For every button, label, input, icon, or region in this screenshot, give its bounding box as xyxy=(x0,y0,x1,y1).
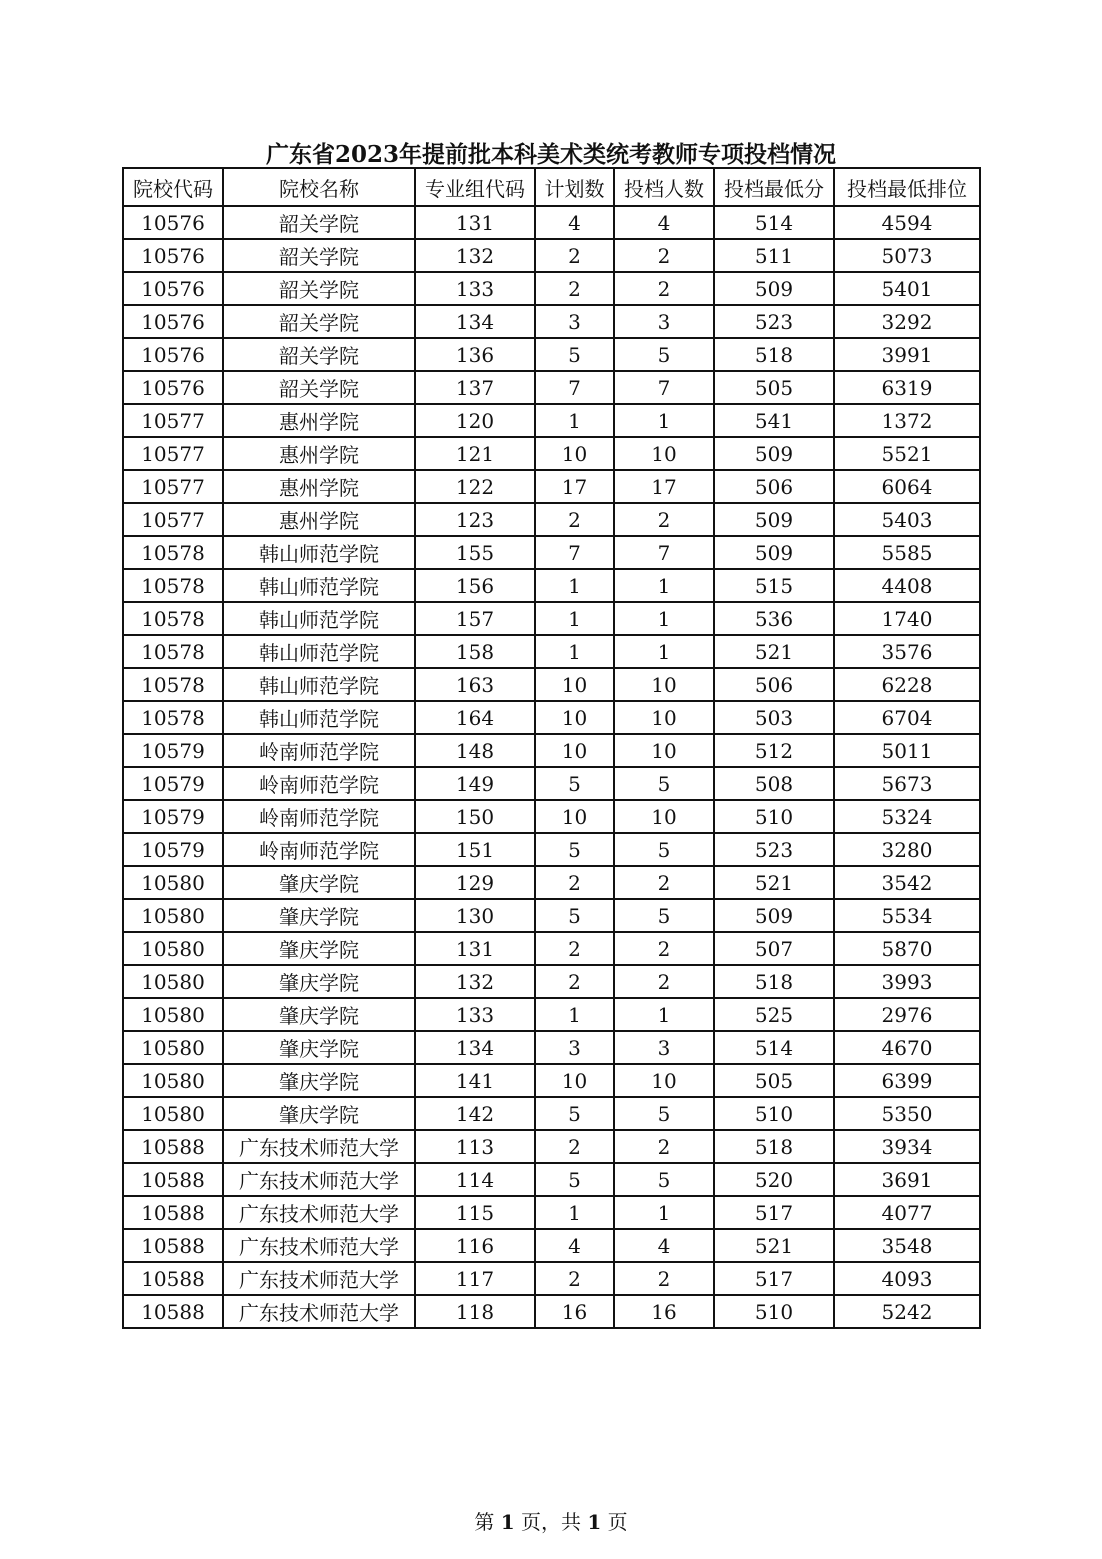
cell-school-code: 10588 xyxy=(123,1163,223,1196)
cell-group-code: 155 xyxy=(415,536,535,569)
header-admitted-count: 投档人数 xyxy=(614,168,714,206)
cell-min-score: 541 xyxy=(714,404,834,437)
cell-school-code: 10576 xyxy=(123,305,223,338)
cell-school-code: 10578 xyxy=(123,701,223,734)
table-row xyxy=(123,470,980,503)
table-row xyxy=(123,668,980,701)
cell-plan-count: 1 xyxy=(535,635,614,668)
cell-group-code: 134 xyxy=(415,1031,535,1064)
cell-min-rank: 5521 xyxy=(834,437,980,470)
cell-admitted-count: 5 xyxy=(614,338,714,371)
cell-school-name: 肇庆学院 xyxy=(223,1064,415,1097)
cell-min-rank: 3993 xyxy=(834,965,980,998)
cell-min-score: 508 xyxy=(714,767,834,800)
cell-admitted-count: 2 xyxy=(614,1262,714,1295)
cell-school-name: 广东技术师范大学 xyxy=(223,1163,415,1196)
cell-school-name: 韩山师范学院 xyxy=(223,602,415,635)
cell-plan-count: 16 xyxy=(535,1295,614,1328)
table-row xyxy=(123,536,980,569)
admission-table xyxy=(122,167,981,1329)
cell-admitted-count: 10 xyxy=(614,437,714,470)
cell-min-rank: 3991 xyxy=(834,338,980,371)
cell-min-score: 505 xyxy=(714,1064,834,1097)
cell-group-code: 133 xyxy=(415,272,535,305)
cell-plan-count: 4 xyxy=(535,206,614,239)
cell-school-code: 10577 xyxy=(123,503,223,536)
cell-school-code: 10580 xyxy=(123,932,223,965)
cell-plan-count: 5 xyxy=(535,1097,614,1130)
cell-school-code: 10576 xyxy=(123,338,223,371)
table-row xyxy=(123,1064,980,1097)
table-row xyxy=(123,866,980,899)
cell-admitted-count: 5 xyxy=(614,1097,714,1130)
cell-plan-count: 10 xyxy=(535,734,614,767)
cell-min-score: 510 xyxy=(714,1295,834,1328)
cell-min-score: 523 xyxy=(714,305,834,338)
cell-school-code: 10580 xyxy=(123,866,223,899)
cell-min-rank: 6228 xyxy=(834,668,980,701)
cell-school-code: 10576 xyxy=(123,206,223,239)
table-body xyxy=(123,206,980,1328)
cell-school-name: 广东技术师范大学 xyxy=(223,1262,415,1295)
cell-school-name: 韶关学院 xyxy=(223,338,415,371)
cell-group-code: 113 xyxy=(415,1130,535,1163)
footer-page-number: 1 xyxy=(500,1510,515,1534)
cell-min-score: 506 xyxy=(714,470,834,503)
table-row xyxy=(123,965,980,998)
cell-min-score: 503 xyxy=(714,701,834,734)
cell-admitted-count: 10 xyxy=(614,800,714,833)
cell-school-name: 韶关学院 xyxy=(223,239,415,272)
cell-min-score: 514 xyxy=(714,1031,834,1064)
cell-min-rank: 5242 xyxy=(834,1295,980,1328)
cell-admitted-count: 1 xyxy=(614,602,714,635)
cell-school-name: 韩山师范学院 xyxy=(223,569,415,602)
cell-group-code: 136 xyxy=(415,338,535,371)
cell-admitted-count: 2 xyxy=(614,272,714,305)
table-row xyxy=(123,734,980,767)
cell-school-code: 10580 xyxy=(123,1097,223,1130)
cell-school-code: 10577 xyxy=(123,437,223,470)
cell-school-name: 肇庆学院 xyxy=(223,866,415,899)
cell-plan-count: 10 xyxy=(535,668,614,701)
cell-min-rank: 3934 xyxy=(834,1130,980,1163)
cell-school-code: 10576 xyxy=(123,239,223,272)
cell-school-name: 肇庆学院 xyxy=(223,932,415,965)
cell-plan-count: 1 xyxy=(535,998,614,1031)
cell-admitted-count: 1 xyxy=(614,1196,714,1229)
table-row xyxy=(123,1262,980,1295)
cell-school-code: 10578 xyxy=(123,569,223,602)
cell-group-code: 142 xyxy=(415,1097,535,1130)
cell-min-score: 536 xyxy=(714,602,834,635)
cell-min-rank: 6704 xyxy=(834,701,980,734)
cell-admitted-count: 5 xyxy=(614,1163,714,1196)
footer-post: 页 xyxy=(601,1510,628,1534)
cell-group-code: 122 xyxy=(415,470,535,503)
cell-min-score: 518 xyxy=(714,965,834,998)
cell-school-name: 韶关学院 xyxy=(223,305,415,338)
cell-min-rank: 4594 xyxy=(834,206,980,239)
table-row xyxy=(123,239,980,272)
table-row xyxy=(123,404,980,437)
cell-plan-count: 10 xyxy=(535,800,614,833)
cell-admitted-count: 7 xyxy=(614,371,714,404)
cell-admitted-count: 4 xyxy=(614,1229,714,1262)
cell-group-code: 118 xyxy=(415,1295,535,1328)
cell-plan-count: 5 xyxy=(535,1163,614,1196)
table-row xyxy=(123,998,980,1031)
cell-school-name: 岭南师范学院 xyxy=(223,833,415,866)
cell-plan-count: 2 xyxy=(535,866,614,899)
cell-group-code: 137 xyxy=(415,371,535,404)
cell-school-code: 10578 xyxy=(123,536,223,569)
cell-min-score: 510 xyxy=(714,1097,834,1130)
cell-admitted-count: 10 xyxy=(614,668,714,701)
cell-school-code: 10578 xyxy=(123,635,223,668)
cell-school-name: 韩山师范学院 xyxy=(223,536,415,569)
cell-school-name: 广东技术师范大学 xyxy=(223,1130,415,1163)
cell-admitted-count: 10 xyxy=(614,1064,714,1097)
cell-plan-count: 2 xyxy=(535,1262,614,1295)
cell-group-code: 149 xyxy=(415,767,535,800)
cell-school-name: 岭南师范学院 xyxy=(223,734,415,767)
cell-min-rank: 3691 xyxy=(834,1163,980,1196)
cell-plan-count: 2 xyxy=(535,932,614,965)
cell-school-name: 惠州学院 xyxy=(223,503,415,536)
cell-min-rank: 5870 xyxy=(834,932,980,965)
cell-school-code: 10588 xyxy=(123,1130,223,1163)
cell-min-score: 517 xyxy=(714,1196,834,1229)
cell-plan-count: 3 xyxy=(535,1031,614,1064)
cell-group-code: 131 xyxy=(415,206,535,239)
cell-plan-count: 2 xyxy=(535,965,614,998)
cell-school-code: 10580 xyxy=(123,899,223,932)
cell-admitted-count: 5 xyxy=(614,899,714,932)
table-row xyxy=(123,1130,980,1163)
cell-min-rank: 1740 xyxy=(834,602,980,635)
cell-group-code: 132 xyxy=(415,965,535,998)
cell-school-name: 岭南师范学院 xyxy=(223,767,415,800)
cell-min-score: 507 xyxy=(714,932,834,965)
footer-pre: 第 xyxy=(474,1510,501,1534)
cell-school-name: 广东技术师范大学 xyxy=(223,1196,415,1229)
cell-group-code: 121 xyxy=(415,437,535,470)
cell-school-name: 惠州学院 xyxy=(223,470,415,503)
table-row xyxy=(123,800,980,833)
cell-group-code: 114 xyxy=(415,1163,535,1196)
footer-mid: 页，共 xyxy=(514,1510,588,1534)
cell-plan-count: 7 xyxy=(535,371,614,404)
cell-admitted-count: 17 xyxy=(614,470,714,503)
cell-group-code: 116 xyxy=(415,1229,535,1262)
cell-school-code: 10579 xyxy=(123,800,223,833)
table-row xyxy=(123,1097,980,1130)
cell-school-name: 岭南师范学院 xyxy=(223,800,415,833)
cell-admitted-count: 10 xyxy=(614,734,714,767)
cell-min-score: 523 xyxy=(714,833,834,866)
cell-min-score: 505 xyxy=(714,371,834,404)
cell-min-rank: 5534 xyxy=(834,899,980,932)
cell-admitted-count: 2 xyxy=(614,503,714,536)
cell-admitted-count: 7 xyxy=(614,536,714,569)
cell-min-score: 509 xyxy=(714,503,834,536)
cell-school-name: 肇庆学院 xyxy=(223,899,415,932)
cell-min-rank: 2976 xyxy=(834,998,980,1031)
cell-school-code: 10577 xyxy=(123,470,223,503)
table-row xyxy=(123,338,980,371)
cell-min-score: 509 xyxy=(714,437,834,470)
table-row xyxy=(123,1163,980,1196)
cell-group-code: 131 xyxy=(415,932,535,965)
cell-admitted-count: 5 xyxy=(614,767,714,800)
cell-min-score: 521 xyxy=(714,635,834,668)
table-row xyxy=(123,371,980,404)
cell-school-code: 10578 xyxy=(123,668,223,701)
cell-admitted-count: 3 xyxy=(614,305,714,338)
table-row xyxy=(123,899,980,932)
cell-min-rank: 3280 xyxy=(834,833,980,866)
cell-plan-count: 2 xyxy=(535,272,614,305)
table-row xyxy=(123,602,980,635)
cell-plan-count: 5 xyxy=(535,338,614,371)
cell-school-name: 韶关学院 xyxy=(223,371,415,404)
cell-admitted-count: 2 xyxy=(614,239,714,272)
cell-min-score: 509 xyxy=(714,899,834,932)
cell-min-rank: 3292 xyxy=(834,305,980,338)
cell-plan-count: 7 xyxy=(535,536,614,569)
cell-group-code: 156 xyxy=(415,569,535,602)
cell-school-name: 惠州学院 xyxy=(223,437,415,470)
cell-admitted-count: 1 xyxy=(614,404,714,437)
cell-plan-count: 10 xyxy=(535,701,614,734)
cell-admitted-count: 1 xyxy=(614,569,714,602)
cell-school-name: 肇庆学院 xyxy=(223,965,415,998)
table-row xyxy=(123,635,980,668)
cell-min-rank: 5350 xyxy=(834,1097,980,1130)
cell-min-score: 518 xyxy=(714,338,834,371)
header-school-code: 院校代码 xyxy=(123,168,223,206)
cell-min-score: 509 xyxy=(714,272,834,305)
cell-school-code: 10577 xyxy=(123,404,223,437)
cell-group-code: 151 xyxy=(415,833,535,866)
table-row xyxy=(123,1196,980,1229)
cell-admitted-count: 3 xyxy=(614,1031,714,1064)
cell-group-code: 164 xyxy=(415,701,535,734)
header-min-score: 投档最低分 xyxy=(714,168,834,206)
cell-school-name: 韩山师范学院 xyxy=(223,701,415,734)
cell-school-code: 10588 xyxy=(123,1196,223,1229)
header-min-rank: 投档最低排位 xyxy=(834,168,980,206)
cell-school-name: 韩山师范学院 xyxy=(223,635,415,668)
cell-plan-count: 4 xyxy=(535,1229,614,1262)
table-row xyxy=(123,932,980,965)
cell-plan-count: 1 xyxy=(535,1196,614,1229)
cell-plan-count: 10 xyxy=(535,1064,614,1097)
cell-plan-count: 2 xyxy=(535,239,614,272)
table-row xyxy=(123,569,980,602)
cell-school-code: 10580 xyxy=(123,965,223,998)
cell-min-score: 514 xyxy=(714,206,834,239)
cell-min-score: 506 xyxy=(714,668,834,701)
cell-min-rank: 6064 xyxy=(834,470,980,503)
cell-min-rank: 5011 xyxy=(834,734,980,767)
cell-school-code: 10579 xyxy=(123,767,223,800)
cell-group-code: 130 xyxy=(415,899,535,932)
cell-school-name: 广东技术师范大学 xyxy=(223,1295,415,1328)
cell-plan-count: 5 xyxy=(535,767,614,800)
cell-school-code: 10578 xyxy=(123,602,223,635)
cell-school-code: 10576 xyxy=(123,371,223,404)
cell-school-name: 韶关学院 xyxy=(223,272,415,305)
cell-group-code: 129 xyxy=(415,866,535,899)
cell-school-code: 10576 xyxy=(123,272,223,305)
cell-plan-count: 3 xyxy=(535,305,614,338)
cell-min-rank: 3548 xyxy=(834,1229,980,1262)
cell-group-code: 117 xyxy=(415,1262,535,1295)
cell-group-code: 132 xyxy=(415,239,535,272)
cell-min-score: 511 xyxy=(714,239,834,272)
cell-school-code: 10588 xyxy=(123,1295,223,1328)
cell-school-name: 肇庆学院 xyxy=(223,1031,415,1064)
footer-total-pages: 1 xyxy=(587,1510,602,1534)
cell-plan-count: 1 xyxy=(535,404,614,437)
cell-group-code: 123 xyxy=(415,503,535,536)
cell-min-rank: 4670 xyxy=(834,1031,980,1064)
cell-plan-count: 2 xyxy=(535,503,614,536)
table-row xyxy=(123,437,980,470)
cell-school-code: 10588 xyxy=(123,1262,223,1295)
cell-school-name: 肇庆学院 xyxy=(223,1097,415,1130)
cell-group-code: 148 xyxy=(415,734,535,767)
cell-school-code: 10580 xyxy=(123,1031,223,1064)
cell-school-code: 10579 xyxy=(123,833,223,866)
cell-admitted-count: 10 xyxy=(614,701,714,734)
table-row xyxy=(123,767,980,800)
cell-min-score: 510 xyxy=(714,800,834,833)
cell-plan-count: 2 xyxy=(535,1130,614,1163)
cell-min-rank: 3576 xyxy=(834,635,980,668)
cell-plan-count: 1 xyxy=(535,602,614,635)
cell-group-code: 134 xyxy=(415,305,535,338)
cell-school-name: 广东技术师范大学 xyxy=(223,1229,415,1262)
document-title: 广东省2023年提前批本科美术类统考教师专项投档情况 xyxy=(265,141,836,168)
cell-min-score: 520 xyxy=(714,1163,834,1196)
cell-min-rank: 6399 xyxy=(834,1064,980,1097)
cell-min-rank: 4408 xyxy=(834,569,980,602)
table-row xyxy=(123,1031,980,1064)
cell-min-rank: 5585 xyxy=(834,536,980,569)
cell-min-score: 515 xyxy=(714,569,834,602)
cell-min-rank: 4077 xyxy=(834,1196,980,1229)
table-row xyxy=(123,503,980,536)
page-footer xyxy=(0,1506,1102,1535)
cell-group-code: 141 xyxy=(415,1064,535,1097)
cell-admitted-count: 2 xyxy=(614,866,714,899)
cell-group-code: 157 xyxy=(415,602,535,635)
cell-group-code: 133 xyxy=(415,998,535,1031)
cell-min-rank: 4093 xyxy=(834,1262,980,1295)
cell-school-code: 10580 xyxy=(123,1064,223,1097)
cell-min-score: 512 xyxy=(714,734,834,767)
cell-min-score: 509 xyxy=(714,536,834,569)
cell-school-name: 韶关学院 xyxy=(223,206,415,239)
table-row xyxy=(123,701,980,734)
cell-admitted-count: 1 xyxy=(614,635,714,668)
cell-school-code: 10588 xyxy=(123,1229,223,1262)
header-group-code: 专业组代码 xyxy=(415,168,535,206)
cell-admitted-count: 1 xyxy=(614,998,714,1031)
cell-admitted-count: 2 xyxy=(614,1130,714,1163)
cell-group-code: 115 xyxy=(415,1196,535,1229)
cell-plan-count: 5 xyxy=(535,833,614,866)
table-header-row xyxy=(123,168,980,206)
cell-min-rank: 5073 xyxy=(834,239,980,272)
cell-admitted-count: 2 xyxy=(614,965,714,998)
cell-school-name: 惠州学院 xyxy=(223,404,415,437)
cell-group-code: 158 xyxy=(415,635,535,668)
cell-plan-count: 1 xyxy=(535,569,614,602)
cell-school-code: 10579 xyxy=(123,734,223,767)
cell-admitted-count: 5 xyxy=(614,833,714,866)
cell-group-code: 150 xyxy=(415,800,535,833)
cell-admitted-count: 4 xyxy=(614,206,714,239)
cell-min-rank: 5401 xyxy=(834,272,980,305)
cell-min-score: 517 xyxy=(714,1262,834,1295)
table-row xyxy=(123,833,980,866)
cell-admitted-count: 16 xyxy=(614,1295,714,1328)
cell-min-rank: 5673 xyxy=(834,767,980,800)
cell-school-name: 韩山师范学院 xyxy=(223,668,415,701)
cell-plan-count: 17 xyxy=(535,470,614,503)
cell-min-rank: 5403 xyxy=(834,503,980,536)
cell-min-score: 521 xyxy=(714,1229,834,1262)
cell-min-score: 525 xyxy=(714,998,834,1031)
cell-admitted-count: 2 xyxy=(614,932,714,965)
cell-min-rank: 5324 xyxy=(834,800,980,833)
cell-min-rank: 3542 xyxy=(834,866,980,899)
table-row xyxy=(123,1295,980,1328)
cell-plan-count: 5 xyxy=(535,899,614,932)
table-row xyxy=(123,206,980,239)
header-school-name: 院校名称 xyxy=(223,168,415,206)
cell-plan-count: 10 xyxy=(535,437,614,470)
cell-min-score: 521 xyxy=(714,866,834,899)
cell-min-rank: 1372 xyxy=(834,404,980,437)
table-row xyxy=(123,272,980,305)
header-plan-count: 计划数 xyxy=(535,168,614,206)
cell-school-code: 10580 xyxy=(123,998,223,1031)
table-row xyxy=(123,305,980,338)
cell-school-name: 肇庆学院 xyxy=(223,998,415,1031)
cell-min-rank: 6319 xyxy=(834,371,980,404)
cell-group-code: 163 xyxy=(415,668,535,701)
cell-min-score: 518 xyxy=(714,1130,834,1163)
table-row xyxy=(123,1229,980,1262)
cell-group-code: 120 xyxy=(415,404,535,437)
